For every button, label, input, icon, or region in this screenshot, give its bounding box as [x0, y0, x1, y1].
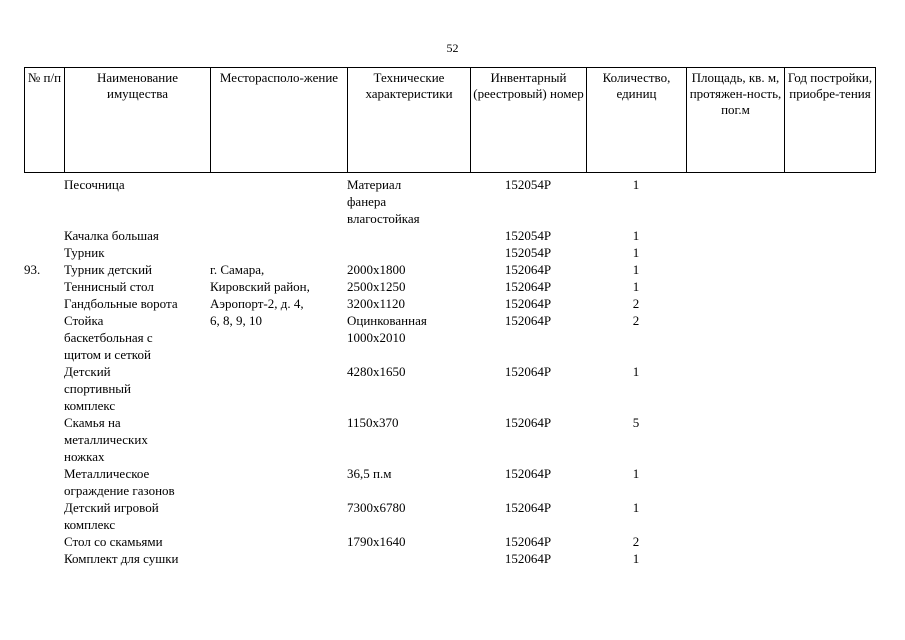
cell-tech [347, 363, 470, 414]
cell-name [64, 363, 210, 414]
item-name-line: комплекс [64, 398, 116, 413]
cell-inventory: 152064Р [504, 551, 552, 566]
table-row [24, 227, 875, 244]
item-tech-line: 1150х370 [347, 415, 399, 430]
item-name-line: Гандбольные ворота [64, 296, 178, 311]
cell-num [24, 244, 64, 261]
header-inventory: Инвентарный (реестровый) номер [471, 68, 587, 173]
cell-tech [347, 278, 470, 295]
cell-tech [347, 261, 470, 278]
cell-tech [347, 499, 470, 533]
table-row [24, 295, 875, 312]
cell-year [784, 312, 875, 363]
cell-tech [347, 465, 470, 499]
cell-area [686, 295, 784, 312]
cell-num [24, 550, 64, 567]
cell-num [24, 227, 64, 244]
item-tech-line: 1790х1640 [347, 534, 406, 549]
cell-name [64, 176, 210, 227]
item-tech-line: 36,5 п.м [347, 466, 392, 481]
table-row [24, 414, 875, 465]
item-tech-line: фанера [347, 194, 387, 209]
cell-inventory: 152064Р [504, 415, 552, 430]
cell-quantity: 1 [632, 279, 640, 294]
item-name-line: Стойка [64, 313, 104, 328]
item-tech-line: 7300х6780 [347, 500, 406, 515]
cell-location [210, 550, 347, 567]
cell-location [210, 278, 347, 295]
item-tech-line: 1000х2010 [347, 330, 406, 345]
cell-name [64, 499, 210, 533]
cell-year [784, 295, 875, 312]
item-tech-line: влагостойкая [347, 211, 420, 226]
cell-year [784, 227, 875, 244]
cell-year [784, 278, 875, 295]
item-name-line: Комплект для сушки [64, 551, 179, 566]
cell-area [686, 465, 784, 499]
item-name-line: Теннисный стол [64, 279, 154, 294]
cell-name [64, 312, 210, 363]
table-row [24, 363, 875, 414]
cell-tech [347, 295, 470, 312]
item-name-line: Детский игровой [64, 500, 159, 515]
cell-quantity: 5 [632, 415, 640, 430]
cell-name [64, 278, 210, 295]
cell-num [24, 278, 64, 295]
location-line: г. Самара, [210, 262, 265, 277]
cell-quantity: 2 [632, 296, 640, 311]
cell-year [784, 261, 875, 278]
cell-inventory: 152064Р [504, 313, 552, 328]
item-name-line: комплекс [64, 517, 116, 532]
cell-area [686, 244, 784, 261]
cell-name [64, 533, 210, 550]
cell-location [210, 533, 347, 550]
item-name-line: ножках [64, 449, 105, 464]
item-tech-line: 2500х1250 [347, 279, 406, 294]
table-row [24, 176, 875, 227]
cell-num [24, 499, 64, 533]
page-number: 52 [446, 41, 459, 55]
cell-quantity: 1 [632, 364, 640, 379]
cell-inventory: 152064Р [504, 364, 552, 379]
cell-quantity: 2 [632, 534, 640, 549]
item-name-line: Стол со скамьями [64, 534, 163, 549]
table-row [24, 465, 875, 499]
cell-tech [347, 244, 470, 261]
cell-inventory: 152054Р [504, 245, 552, 260]
cell-location [210, 244, 347, 261]
cell-area [686, 261, 784, 278]
cell-num [24, 363, 64, 414]
cell-num [24, 312, 64, 363]
table-row [24, 499, 875, 533]
item-name-line: Детский [64, 364, 111, 379]
cell-num [24, 295, 64, 312]
cell-quantity: 1 [632, 466, 640, 481]
table-row [24, 550, 875, 567]
cell-num [24, 465, 64, 499]
cell-tech [347, 533, 470, 550]
cell-num [24, 533, 64, 550]
cell-location [210, 312, 347, 363]
cell-name [64, 414, 210, 465]
item-name-line: Турник [64, 245, 105, 260]
cell-tech [347, 414, 470, 465]
cell-name [64, 261, 210, 278]
cell-location [210, 465, 347, 499]
cell-inventory: 152064Р [504, 534, 552, 549]
header-quantity: Количество, единиц [587, 68, 687, 173]
cell-num [24, 176, 64, 227]
item-name-line: ограждение газонов [64, 483, 175, 498]
header-year: Год постройки, приобре-тения [785, 68, 876, 173]
cell-area [686, 533, 784, 550]
item-name-line: спортивный [64, 381, 131, 396]
cell-quantity: 1 [632, 245, 640, 260]
cell-quantity: 1 [632, 262, 640, 277]
table-body [24, 176, 875, 567]
header-tech: Технические характеристики [348, 68, 471, 173]
cell-inventory: 152064Р [504, 296, 552, 311]
cell-tech [347, 176, 470, 227]
header-area: Площадь, кв. м, протяжен-ность, пог.м [687, 68, 785, 173]
cell-area [686, 227, 784, 244]
item-name-line: баскетбольная с [64, 330, 153, 345]
cell-area [686, 312, 784, 363]
item-name-line: Скамья на [64, 415, 121, 430]
cell-area [686, 176, 784, 227]
cell-year [784, 414, 875, 465]
table-row [24, 261, 875, 278]
table-row [24, 312, 875, 363]
cell-tech [347, 550, 470, 567]
cell-area [686, 550, 784, 567]
cell-location [210, 363, 347, 414]
cell-location [210, 227, 347, 244]
table-row [24, 244, 875, 261]
header-location: Месторасполо-жение [211, 68, 348, 173]
cell-location [210, 176, 347, 227]
cell-tech [347, 312, 470, 363]
cell-area [686, 278, 784, 295]
cell-location [210, 414, 347, 465]
cell-year [784, 176, 875, 227]
location-line: Аэропорт-2, д. 4, [210, 296, 304, 311]
cell-quantity: 1 [632, 228, 640, 243]
cell-inventory: 152064Р [504, 466, 552, 481]
cell-area [686, 414, 784, 465]
cell-year [784, 499, 875, 533]
cell-quantity: 2 [632, 313, 640, 328]
location-line: Кировский район, [210, 279, 310, 294]
cell-year [784, 363, 875, 414]
cell-location [210, 295, 347, 312]
cell-num [24, 414, 64, 465]
cell-name [64, 244, 210, 261]
cell-year [784, 244, 875, 261]
header-num: № п/п [25, 68, 65, 173]
item-name-line: металлических [64, 432, 148, 447]
item-name-line: Качалка большая [64, 228, 159, 243]
cell-year [784, 465, 875, 499]
cell-quantity: 1 [632, 500, 640, 515]
item-name-line: щитом и сеткой [64, 347, 151, 362]
item-tech-line: Оцинкованная [347, 313, 427, 328]
table-row [24, 278, 875, 295]
cell-inventory: 152054Р [504, 177, 552, 192]
cell-quantity: 1 [632, 551, 640, 566]
cell-tech [347, 227, 470, 244]
cell-name [64, 295, 210, 312]
cell-inventory: 152054Р [504, 228, 552, 243]
cell-area [686, 363, 784, 414]
cell-inventory: 152064Р [504, 500, 552, 515]
item-tech-line: 4280х1650 [347, 364, 406, 379]
cell-area [686, 499, 784, 533]
item-name-line: Турник детский [64, 262, 152, 277]
cell-name [64, 465, 210, 499]
item-tech-line: 2000х1800 [347, 262, 406, 277]
cell-inventory: 152064Р [504, 262, 552, 277]
item-name-line: Песочница [64, 177, 125, 192]
item-name-line: Металлическое [64, 466, 150, 481]
cell-year [784, 550, 875, 567]
table-header [24, 67, 876, 173]
cell-year [784, 533, 875, 550]
header-name: Наименование имущества [65, 68, 211, 173]
cell-name [64, 227, 210, 244]
cell-location [210, 499, 347, 533]
cell-num: 93. [24, 262, 41, 277]
cell-quantity: 1 [632, 177, 640, 192]
item-tech-line: Материал [347, 177, 402, 192]
cell-inventory: 152064Р [504, 279, 552, 294]
cell-location [210, 261, 347, 278]
location-line: 6, 8, 9, 10 [210, 313, 262, 328]
table-row [24, 533, 875, 550]
item-tech-line: 3200х1120 [347, 296, 406, 311]
cell-name [64, 550, 210, 567]
